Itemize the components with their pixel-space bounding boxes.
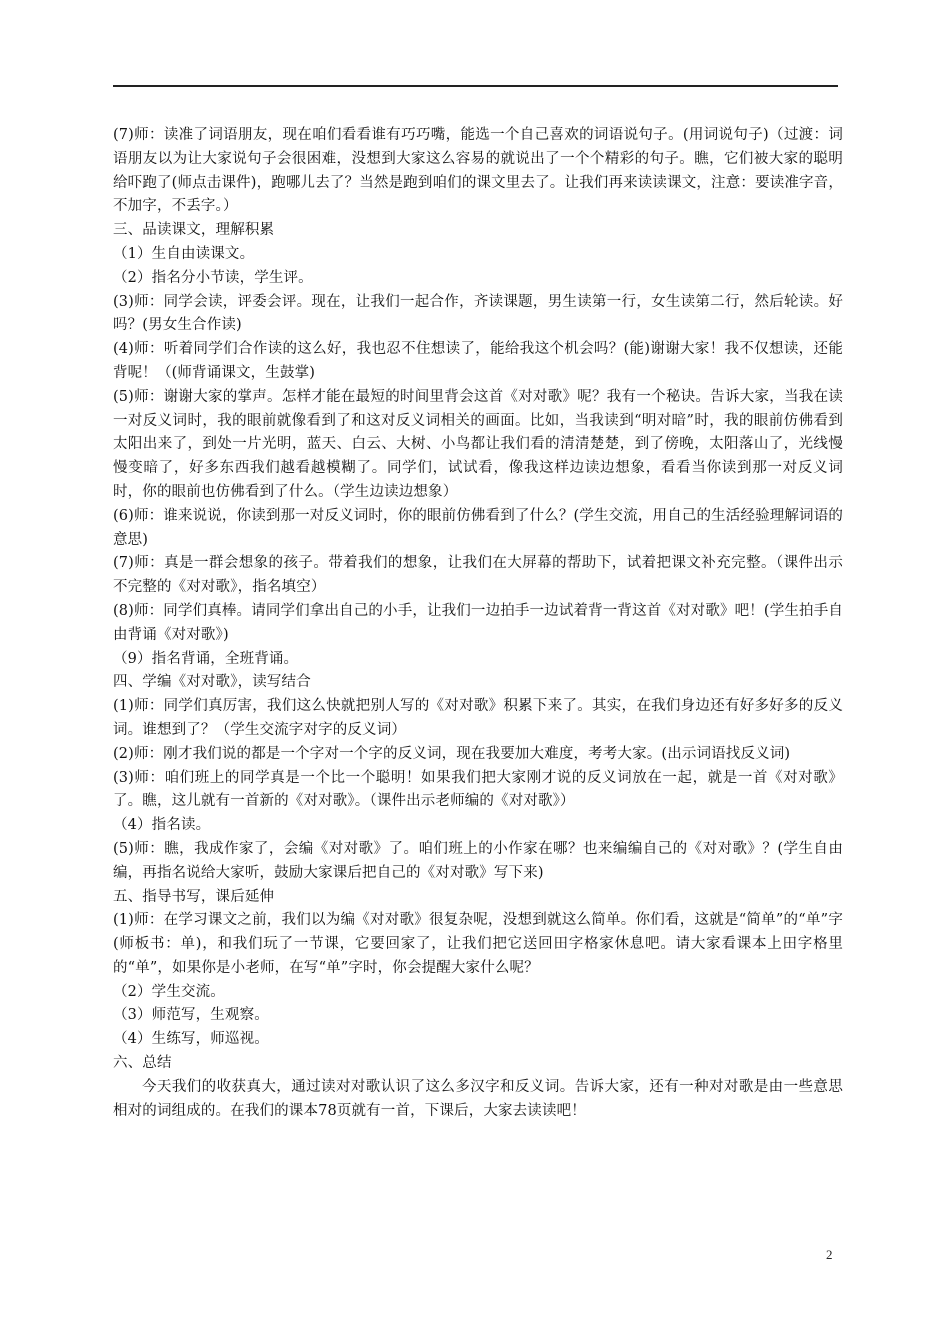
paragraph: (8)师：同学们真棒。请同学们拿出自己的小手，让我们一边拍手一边试着背一背这首《对对歌》吧！(学生拍手自由背诵《对对歌》) [113, 602, 843, 643]
section-heading: 六、总结 [113, 1055, 172, 1072]
paragraph: （4）指名读。 [113, 817, 211, 834]
paragraph: （2）学生交流。 [113, 983, 225, 1000]
paragraph: (3)师：同学会读，评委会评。现在，让我们一起合作，齐读课题，男生读第一行，女生读第二行，然后轮读。好吗？(男女生合作读) [113, 293, 843, 334]
section-heading: 五、指导书写，课后延伸 [113, 888, 275, 905]
paragraph: （2）指名分小节读，学生评。 [113, 269, 313, 286]
paragraph: (5)师：瞧，我成作家了，会编《对对歌》了。咱们班上的小作家在哪？也来编编自己的《对对歌》？(学生自由编，再指名说给大家听，鼓励大家课后把自己的《对对歌》写下来) [113, 840, 843, 881]
body-text [113, 124, 843, 1123]
paragraph: (2)师：刚才我们说的都是一个字对一个字的反义词，现在我要加大难度，考考大家。(出示词语找反义词) [113, 745, 791, 762]
paragraph: （9）指名背诵，全班背诵。 [113, 650, 299, 667]
section-heading: 三、品读课文，理解积累 [113, 222, 275, 239]
paragraph: (7)师：真是一群会想象的孩子。带着我们的想象，让我们在大屏幕的帮助下，试着把课文补充完整。（课件出示不完整的《对对歌》，指名填空） [113, 555, 843, 596]
paragraph: （3）师范写，生观察。 [113, 1007, 269, 1024]
paragraph: (3)师：咱们班上的同学真是一个比一个聪明！如果我们把大家刚才说的反义词放在一起，就是一首《对对歌》了。瞧，这儿就有一首新的《对对歌》。（课件出示老师编的《对对歌》） [113, 769, 843, 810]
paragraph: (4)师：听着同学们合作读的这么好，我也忍不住想读了，能给我这个机会吗？(能)谢谢大家！我不仅想读，还能背呢！（(师背诵课文，生鼓掌) [113, 341, 843, 381]
header-rule [113, 85, 838, 87]
paragraph: (1)师：同学们真厉害，我们这么快就把别人写的《对对歌》积累下来了。其实，在我们身边还有好多好多的反义词。谁想到了？（学生交流字对字的反义词） [113, 698, 843, 738]
paragraph: (1)师：在学习课文之前，我们以为编《对对歌》很复杂呢，没想到就这么简单。你们看，这就是“简单”的“单”字(师板书：单)，和我们玩了一节课，它要回家了，让我们把它送回田字格家休息吧。请大家看课本上田字格里的“单”，如果你是小老师，在写“单”字时，你会提醒大家什么呢？ [113, 912, 843, 976]
paragraph: (5)师：谢谢大家的掌声。怎样才能在最短的时间里背会这首《对对歌》呢？我有一个秘诀。告诉大家，当我在读一对反义词时，我的眼前就像看到了和这对反义词相关的画面。比如，当我读到“明对暗”时，我的眼前仿佛看到太阳出来了，到处一片光明，蓝天、白云、大树、小鸟都让我们看的清清楚楚，到了傍晚，太阳落山了，光线慢慢变暗了，好多东西我们越看越模糊了。同学们，试试看，像我这样边读边想象，看看当你读到那一对反义词时，你的眼前也仿佛看到了什么。（学生边读边想象） [113, 388, 843, 500]
paragraph: （4）生练写，师巡视。 [113, 1031, 269, 1048]
paragraph: (7)师：读准了词语朋友，现在咱们看看谁有巧巧嘴，能选一个自己喜欢的词语说句子。(用词说句子)（过渡：词语朋友以为让大家说句子会很困难，没想到大家这么容易的就说出了一个个精彩的句子。瞧，它们被大家的聪明给吓跑了(师点击课件)，跑哪儿去了？当然是跑到咱们的课文里去了。让我们再来读读课文，注意：要读准字音，不加字，不丢字。） [113, 127, 843, 215]
section-heading: 四、学编《对对歌》，读写结合 [113, 674, 311, 691]
paragraph: 今天我们的收获真大，通过读对对歌认识了这么多汉字和反义词。告诉大家，还有一种对对歌是由一些意思相对的词组成的。在我们的课本78页就有一首，下课后，大家去读读吧！ [113, 1078, 843, 1119]
paragraph: (6)师：谁来说说，你读到那一对反义词时，你的眼前仿佛看到了什么？(学生交流，用自己的生活经验理解词语的意思) [113, 507, 843, 548]
page-number: 2 [826, 1247, 833, 1262]
paragraph: （1）生自由读课文。 [113, 245, 255, 262]
